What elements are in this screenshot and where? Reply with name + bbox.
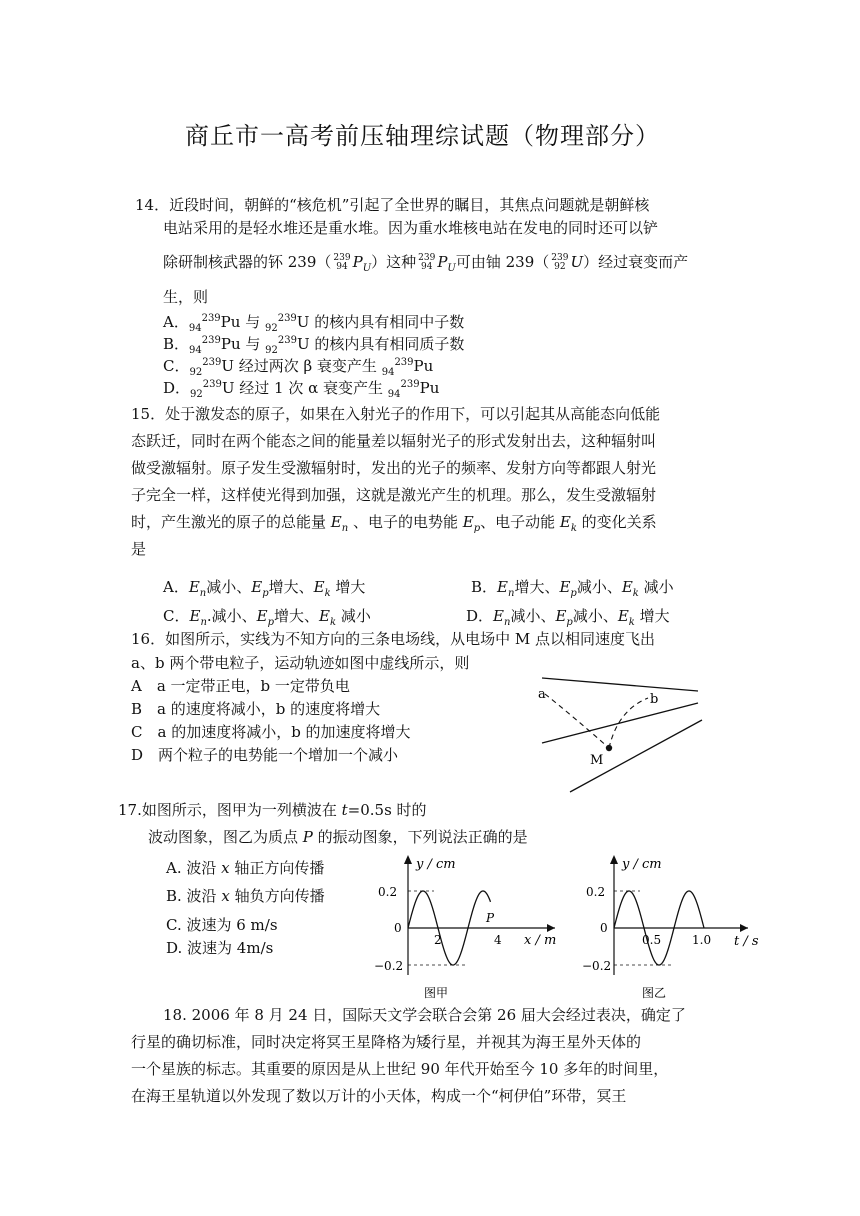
graph-caption: 图乙	[642, 986, 667, 1000]
label-b: b	[650, 692, 659, 707]
pu-nuclide-2: 239 94	[418, 253, 436, 272]
q15-line3: 做受激辐射。原子发生受激辐射时，发出的光子的频率、发射方向等都跟人射光	[131, 459, 657, 477]
q18-line4: 在海王星轨道以外发现了数以万计的小天体，构成一个“柯伊伯”环带，冥王	[131, 1087, 627, 1105]
t-tick-1.0: 1.0	[692, 933, 712, 947]
q15-line1: 15．处于激发态的原子，如果在入射光子的作用下，可以引起其从高能态向低能	[131, 405, 661, 423]
label-m: M	[590, 753, 604, 768]
electric-field-diagram	[520, 670, 710, 795]
y-tick-top: 0.2	[378, 885, 398, 899]
q16-option-c: C a 的加速度将减小，b 的加速度将增大	[131, 723, 411, 741]
u-nuclide: 239 92	[551, 253, 569, 272]
q18-line1: 18. 2006 年 8 月 24 日，国际天文学会联合会第 26 届大会经过表决，确定了	[163, 1006, 686, 1024]
q17-line1: 17.如图所示，图甲为一列横波在 t=0.5s 时的	[118, 801, 427, 819]
q16-option-b: B a 的速度将减小，b 的速度将增大	[131, 700, 381, 718]
q17-option-b: B. 波沿 x 轴负方向传播	[166, 887, 325, 905]
graph-caption: 图甲	[424, 986, 449, 1000]
q15-option-d: D．$E_n$减小、$E_p$减小、$E_k$ 增大	[466, 607, 670, 628]
y-tick-top: 0.2	[586, 885, 606, 899]
q14-option-c: C．$_{92}^{239}$U 经过两次 β 衰变产生 $_{94}^{239}$Pu	[163, 357, 434, 378]
q17-line2: 波动图象，图乙为质点 P 的振动图象，下列说法正确的是	[148, 828, 528, 846]
y-tick-zero: 0	[600, 921, 608, 935]
trajectory-b	[609, 698, 648, 748]
y-axis-label: y / cm	[416, 857, 456, 872]
y-axis-arrow	[404, 855, 412, 864]
t-tick-0.5: 0.5	[642, 933, 662, 947]
q16-option-d: D 两个粒子的电势能一个增加一个减小	[131, 746, 399, 764]
x-tick-2: 2	[434, 933, 442, 947]
vibration-graph-yi	[580, 850, 770, 1000]
q14-option-a: A．$_{94}^{239}$Pu 与 $_{92}^{239}$U 的核内具有相同中子数	[163, 313, 465, 334]
q15-line2: 态跃迁，同时在两个能态之间的能量差以辐射光子的形式发射出去，这种辐射叫	[131, 432, 657, 450]
y-tick-bottom: −0.2	[374, 959, 404, 973]
x-axis-arrow	[547, 924, 555, 932]
label-a: a	[538, 687, 546, 702]
q17-option-a: A. 波沿 x 轴正方向传播	[166, 859, 325, 877]
q15-option-c: C．$E_n$.减小、$E_p$增大、$E_k$ 减小	[163, 607, 371, 628]
q15-line5: 时，产生激光的原子的总能量 $E_n$ 、电子的电势能 $E_p$、电子动能 $E_k$ 的变化关系	[131, 513, 657, 534]
q14-stem-line3: 除研制核武器的钚 239（ 239 94 $P_U$）这种 239 94 $P_U$可由铀 239（ 239 92 U）经过衰变而产	[163, 253, 689, 274]
y-axis-arrow	[610, 855, 618, 864]
q14-stem-line2: 电站采用的是轻水堆还是重水堆。因为重水堆核电站在发电的同时还可以铲	[163, 219, 659, 237]
point-m	[606, 745, 612, 751]
point-p-label: P	[486, 911, 495, 925]
t-axis-arrow	[740, 924, 748, 932]
q15-line6: 是	[131, 540, 147, 558]
q14-option-b: B．$_{94}^{239}$Pu 与 $_{92}^{239}$U 的核内具有相同质子数	[163, 335, 465, 356]
page-title: 商丘市一高考前压轴理综试题（物理部分）	[185, 122, 660, 150]
q17-option-d: D. 波速为 4m/s	[166, 939, 274, 957]
q15-option-b: B．$E_n$增大、$E_p$减小、$E_k$ 减小	[471, 578, 674, 599]
x-axis-label: x / m	[524, 933, 557, 948]
q18-line2: 行星的确切标准，同时决定将冥王星降格为矮行星，并视其为海王星外天体的	[131, 1033, 642, 1051]
y-tick-zero: 0	[394, 921, 402, 935]
y-axis-label: y / cm	[622, 857, 662, 872]
q14-option-d: D．$_{92}^{239}$U 经过 1 次 α 衰变产生 $_{94}^{239}$Pu	[163, 379, 440, 400]
pu-nuclide: 239 94	[333, 253, 351, 272]
x-tick-4: 4	[494, 933, 502, 947]
y-tick-bottom: −0.2	[582, 959, 612, 973]
field-line-1	[542, 678, 698, 691]
q14-stem-line1: 14．近段时间，朝鲜的“核危机”引起了全世界的瞩目，其焦点问题就是朝鲜核	[135, 196, 650, 214]
field-line-2	[542, 703, 698, 743]
wave-graph-jia	[370, 850, 570, 1000]
q16-line2: a、b 两个带电粒子，运动轨迹如图中虚线所示，则	[131, 654, 470, 672]
q14-stem-line4: 生，则	[163, 288, 209, 306]
q17-option-c: C. 波速为 6 m/s	[166, 916, 278, 934]
q15-line4: 子完全一样，这样使光得到加强，这就是激光产生的机理。那么，发生受激辐射	[131, 486, 657, 504]
q16-line1: 16．如图所示，实线为不知方向的三条电场线，从电场中 M 点以相同速度飞出	[131, 630, 655, 648]
q15-option-a: A．$E_n$减小、$E_p$增大、$E_k$ 增大	[163, 578, 366, 599]
t-axis-label: t / s	[734, 934, 759, 949]
q18-line3: 一个星族的标志。其重要的原因是从上世纪 90 年代开始至今 10 多年的时间里，	[131, 1060, 669, 1078]
q16-option-a: A a 一定带正电，b 一定带负电	[131, 677, 350, 695]
